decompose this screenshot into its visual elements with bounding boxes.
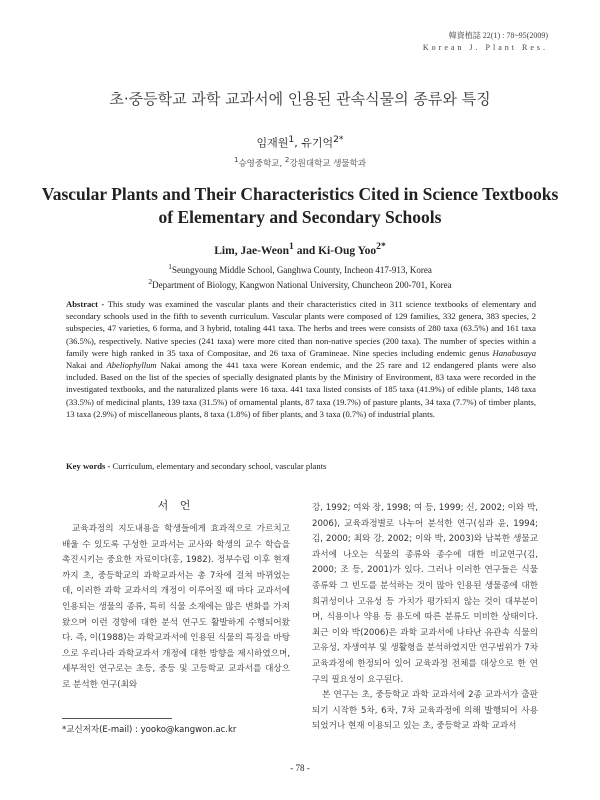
left-paragraph: 교육과정의 지도내용을 학생들에게 효과적으로 가르치고 배울 수 있도록 구성한 교과서는 교사와 학생의 교수 학습을 촉진시키는 중요한 자료이다(홍, 1982). 정부수립 이후 현재까지 초, 중등학교의 과학교과서는 총 7차에 걸쳐 바뀌었는데, 이러한 과학 교과서의 개정이 이루어질 때 마다 교과서에 인용되는 생물의 종류, 특히 식물 소재에는 많은 변화를 가져왔으며 이런 경향에 대한 분석 연구도 활발하게 수행되어왔다. 즉, 이(1988)는 과학교과서에 인용된 식물의 특징을 바탕으로 우리나라 과학교과서 개정에 대한 방향을 제시하였으며, 세부적인 연구로는 초등, 중등 및 고등학교 교과서를 대상으로 분석한 연구(최와	[62, 524, 290, 690]
body-column-left	[62, 522, 290, 694]
right-paragraph-1: 강, 1992; 여와 장, 1998; 여 등, 1999; 신, 2002; 이와 박, 2006), 교육과정별로 나누어 분석한 연구(심과 윤, 1994; 김, 2000; 최와 강, 2002; 이와 박, 2003)와 남북한 생물교과서에 나오는 식물의 종류와 종수에 대한 비교연구(김, 2000; 조 등, 2001)가 있다. 그러나 이러한 연구들은 식물 종류와 그 빈도를 분석하는 것이 많아 인용된 생물종에 대한 희귀성이나 고유성 등 가치가 평가되지 않는 것이 대부분이며, 식용이나 약용 등 용도에 따른 분류도 미비한 상태이다. 최근 이와 박(2006)은 과학 교과서에 나타난 유관속 식물의 고유성, 자생여부 및 생활형을 분석하였지만 연구범위가 7차 교육과정에 한정되어 있어 교육과정 전체를 대상으로 한 연구의 필요성이 요구된다.	[312, 503, 538, 685]
journal-abbreviation: Korean J. Plant Res.	[422, 43, 548, 52]
abstract-text-1: This study was examined the vascular plants and their characteristics cited in 311 science textbooks of elementary and secondary schools used in the fifth to seventh curriculum. Vascular plants were composed of 129 families, 332 genera, 383 species, 2 subspecies, 47 varieties, 6 forma, and 3 hybrid, totaling 441 taxa. The herbs and trees were consists of 280 taxa (63.5%) and 161 taxa (36.5%), respectively. Native species (241 taxa) were more cited than non-native species (200 taxa). The number of species within a family were high ranked in 35 taxa of Compositae, and 26 taxa of Gramineae. Nine species including endemic genus	[66, 299, 536, 358]
english-affil-line-1	[0, 261, 600, 276]
english-author-and: and	[293, 244, 319, 257]
korean-authors	[0, 134, 600, 151]
english-author-1: Lim, Jae-Weon	[214, 244, 290, 257]
english-affil-2-mark: 2	[148, 277, 153, 286]
abstract	[66, 298, 536, 420]
journal-citation: 韓資植誌 22(1) : 78~95(2009)	[448, 31, 548, 40]
korean-affil-2: 강원대학교 생물학과	[289, 158, 367, 169]
body-column-right	[312, 501, 538, 735]
abstract-text-3: Nakai among the 441 taxa were Korean endemic, and the 25 rare and 12 endangered plants were also included. Based on the list of the species of specially designated plants by the Ministry of Environment, 83 taxa were recorded in the investigated textbooks, and the naturalized plants were 16 taxa. 441 taxa listed consists of 185 taxa (41.9%) of edible plants, 148 taxa (33.5%) of medicinal plants, 139 taxa (31.5%) of ornamental plants, 87 taxa (19.7%) of pasture plants, 34 taxa (7.7%) of timber plants, 13 taxa (2.9%) of miscellaneous plants, 8 taxa (1.8%) of fiber plants, and 3 taxa (0.7%) of industrial plants.	[66, 360, 536, 419]
abstract-genus-1: Hanabusaya	[492, 347, 536, 358]
korean-author-2: 유기억	[301, 136, 334, 150]
english-affil-line-2	[0, 276, 600, 291]
keywords-text: Curriculum, elementary and secondary school, vascular plants	[112, 461, 327, 471]
section-heading: 서 언	[157, 499, 195, 512]
abstract-genus-2: Abeliophyllum	[106, 360, 157, 371]
english-affiliations	[0, 261, 600, 291]
corresponding-author-footnote: *교신저자(E-mail) : yooko@kangwon.ac.kr	[62, 725, 237, 735]
footnote-divider	[62, 718, 172, 719]
page-number: - 78 -	[290, 763, 310, 773]
keywords-label: Key words -	[66, 461, 113, 471]
right-paragraph-2: 본 연구는 초, 중등학교 과학 교과서에 2종 교과서가 출판되기 시작한 5차, 6차, 7차 교육과정에 의해 발행되어 사용되었거나 현재 이용되고 있는 초, 중등학교 과학 교과서	[312, 690, 538, 732]
korean-author-2-mark: 2*	[333, 134, 344, 145]
korean-affil-1: 승영중학교,	[238, 158, 285, 169]
korean-title: 초·중등학교 과학 교과서에 인용된 관속식물의 종류와 특징	[109, 90, 491, 108]
english-affil-1-mark: 1	[168, 262, 172, 271]
korean-affil-2-mark: 2	[284, 155, 290, 164]
korean-affiliations	[0, 155, 600, 169]
abstract-label: Abstract -	[66, 299, 108, 309]
english-affil-1: Seungyoung Middle School, Ganghwa County, Incheon 417-913, Korea	[171, 265, 432, 275]
english-author-1-mark: 1	[289, 241, 294, 252]
korean-author-1-mark: 1	[288, 134, 295, 145]
english-author-2: Ki-Oug Yoo	[318, 244, 377, 257]
korean-author-separator: ,	[294, 136, 302, 150]
english-author-2-mark: 2*	[376, 241, 386, 252]
english-affil-2: Department of Biology, Kangwon National University, Chuncheon 200-701, Korea	[152, 280, 452, 290]
keywords	[66, 461, 536, 471]
abstract-text-2: Nakai and	[66, 360, 107, 371]
english-title: Vascular Plants and Their Characteristics Cited in Science Textbooks of Elementary and Secondary Schools	[41, 184, 559, 227]
korean-affil-1-mark: 1	[233, 155, 239, 164]
journal-header	[423, 30, 548, 54]
korean-author-1: 임재원	[256, 136, 289, 150]
english-authors	[0, 241, 600, 257]
